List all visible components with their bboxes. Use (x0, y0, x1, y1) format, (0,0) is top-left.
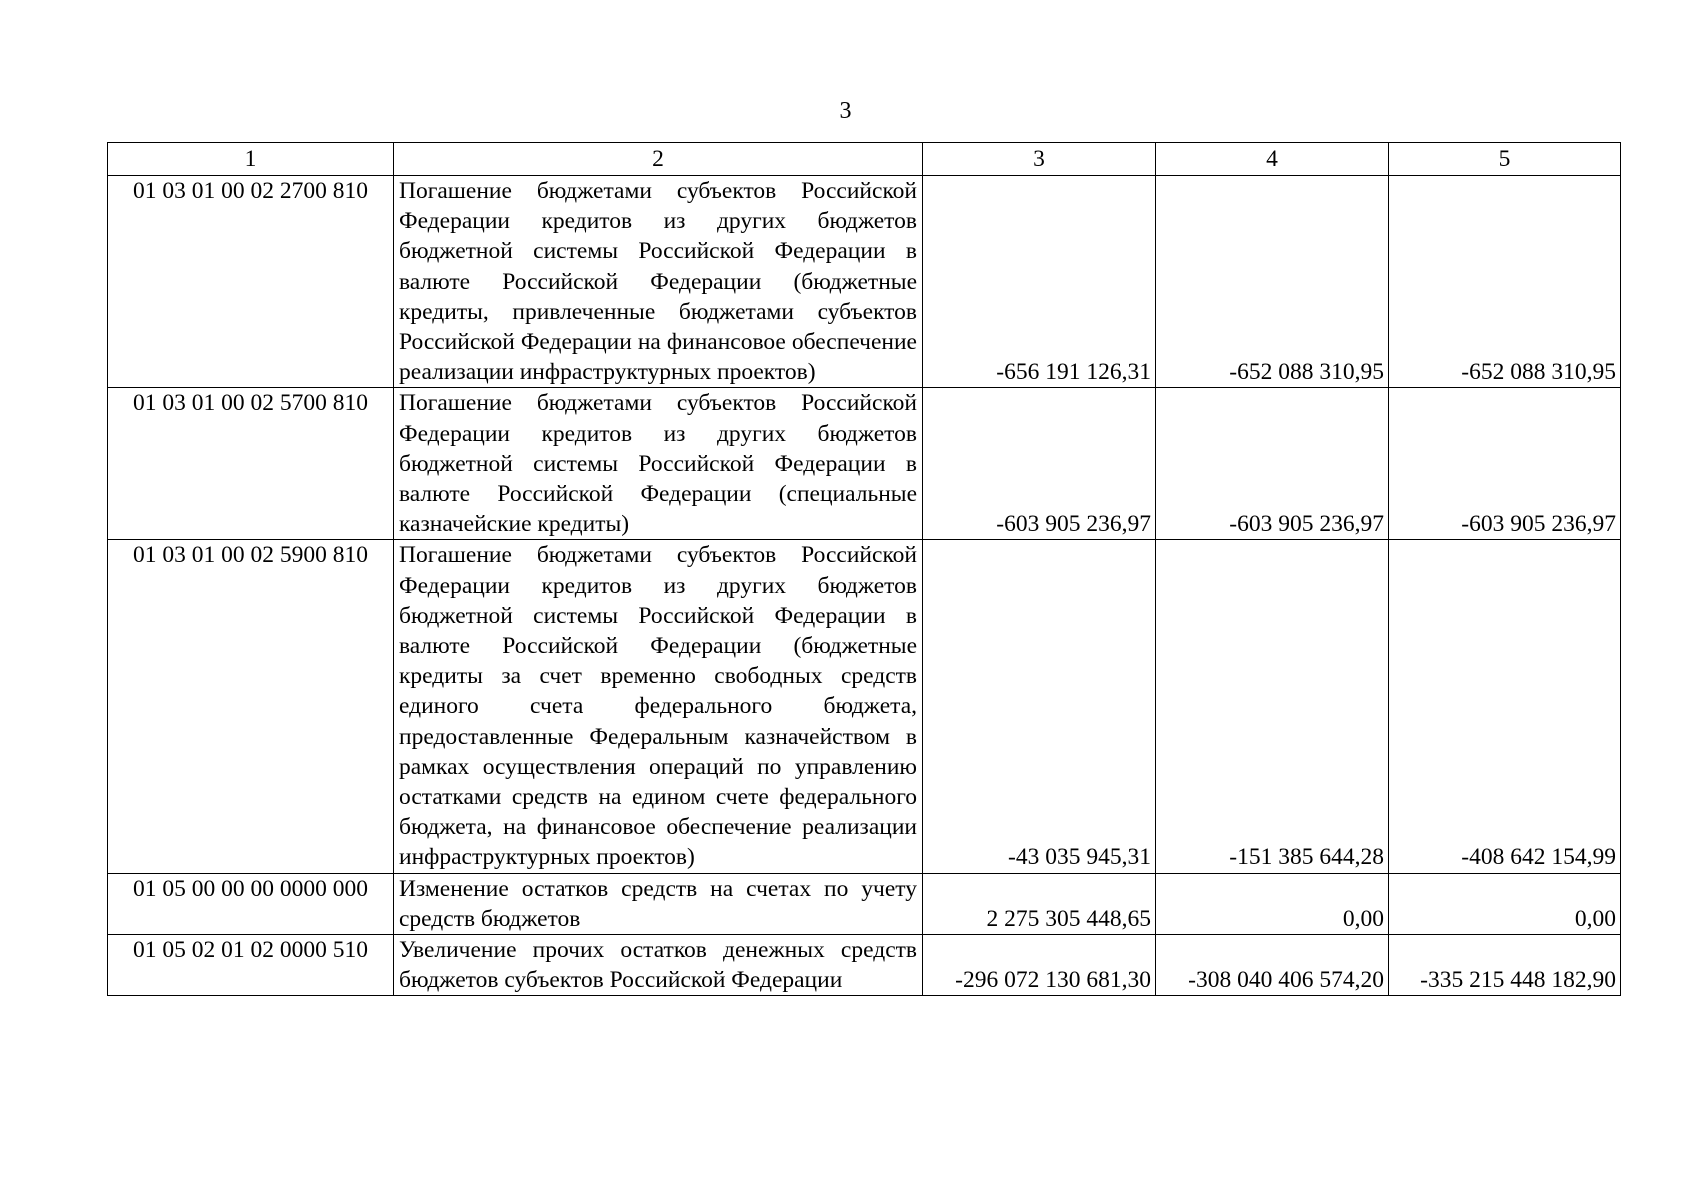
budget-sources-table (107, 142, 1621, 996)
table-row (108, 540, 1621, 873)
row-description: Погашение бюджетами субъектов Российской Федерации кредитов из других бюджетов бюджетной системы Российской Федерации в валюте Российской Федерации (специальные казначейские кредиты) (394, 388, 923, 540)
table-row (108, 935, 1621, 996)
classification-code: 01 05 00 00 00 0000 000 (108, 873, 394, 934)
amount-col4: 0,00 (1156, 873, 1389, 934)
classification-code: 01 03 01 00 02 2700 810 (108, 176, 394, 388)
column-header-3: 3 (923, 143, 1156, 176)
amount-col5: -652 088 310,95 (1389, 176, 1621, 388)
classification-code: 01 03 01 00 02 5700 810 (108, 388, 394, 540)
table-row (108, 388, 1621, 540)
amount-col4: -652 088 310,95 (1156, 176, 1389, 388)
amount-col4: -603 905 236,97 (1156, 388, 1389, 540)
amount-col4: -151 385 644,28 (1156, 540, 1389, 873)
amount-col4: -308 040 406 574,20 (1156, 935, 1389, 996)
row-description: Увеличение прочих остатков денежных средств бюджетов субъектов Российской Федерации (394, 935, 923, 996)
amount-col5: -335 215 448 182,90 (1389, 935, 1621, 996)
classification-code: 01 03 01 00 02 5900 810 (108, 540, 394, 873)
page-number: 3 (839, 98, 852, 124)
amount-col5: -603 905 236,97 (1389, 388, 1621, 540)
amount-col3: -296 072 130 681,30 (923, 935, 1156, 996)
table-row (108, 873, 1621, 934)
amount-col3: -603 905 236,97 (923, 388, 1156, 540)
amount-col5: 0,00 (1389, 873, 1621, 934)
amount-col3: -43 035 945,31 (923, 540, 1156, 873)
row-description: Изменение остатков средств на счетах по учету средств бюджетов (394, 873, 923, 934)
column-header-4: 4 (1156, 143, 1389, 176)
amount-col3: -656 191 126,31 (923, 176, 1156, 388)
classification-code: 01 05 02 01 02 0000 510 (108, 935, 394, 996)
column-header-1: 1 (108, 143, 394, 176)
table-row (108, 176, 1621, 388)
column-header-5: 5 (1389, 143, 1621, 176)
row-description: Погашение бюджетами субъектов Российской Федерации кредитов из других бюджетов бюджетной системы Российской Федерации в валюте Российской Федерации (бюджетные кредиты за счет временно свободных средств единого счета федерального бюджета, предоставленные Федеральным казначейством в рамках осуществления операций по управлению остатками средств на едином счете федерального бюджета, на финансовое обеспечение реализации инфраструктурных проектов) (394, 540, 923, 873)
amount-col5: -408 642 154,99 (1389, 540, 1621, 873)
column-header-2: 2 (394, 143, 923, 176)
table-header-row (108, 143, 1621, 176)
row-description: Погашение бюджетами субъектов Российской Федерации кредитов из других бюджетов бюджетной системы Российской Федерации в валюте Российской Федерации (бюджетные кредиты, привлеченные бюджетами субъектов Российской Федерации на финансовое обеспечение реализации инфраструктурных проектов) (394, 176, 923, 388)
amount-col3: 2 275 305 448,65 (923, 873, 1156, 934)
